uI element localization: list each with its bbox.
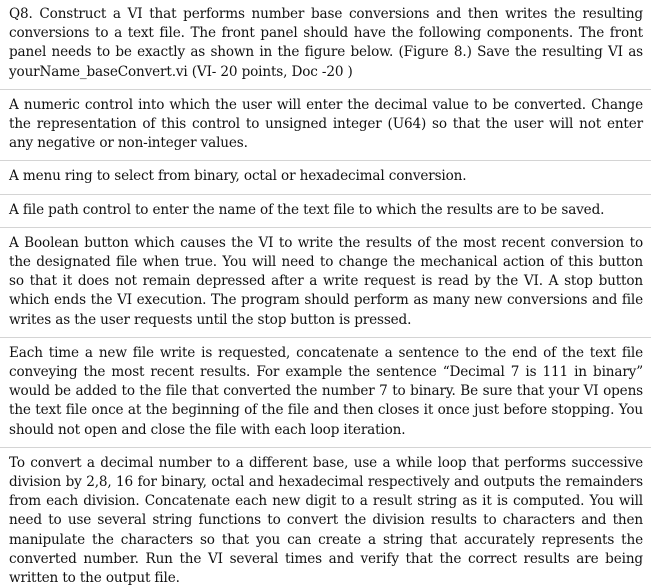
section-divider	[0, 447, 651, 448]
menu-ring-paragraph: A menu ring to select from binary, octal or hexadecimal conversion.	[9, 168, 467, 185]
file-write-paragraph: Each time a new file write is requested, concatenate a sentence to the end of the text file conveying the most recent results. For example the sentence “Decimal 7 is 111 in binary” would be added to the file that converted the number 7 to binary. Be sure that your VI opens the text file once at the beginning of the file and then closes it once just before stopping. You should not open and close the file with each loop iteration.	[9, 344, 643, 438]
boolean-button-paragraph: A Boolean button which causes the VI to write the results of the most recent conversion to the designated file when true. You will need to change the mechanical action of this button so that it does not remain depressed after a write request is read by the VI. A stop button which ends the VI execution. The program should perform as many new conversions and file writes as the user requests until the stop button is pressed.	[9, 234, 643, 328]
section-divider	[0, 194, 651, 195]
question-heading-paragraph: Q8. Construct a VI that performs number base conversions and then writes the resulting conversions to a text file. The front panel should have the following components. The front panel needs to be exactly as shown in the figure below. (Figure 8.) Save the resulting VI as yourName_baseConvert.vi (VI- 20 points, Doc -20 )	[9, 6, 643, 80]
conversion-method-paragraph: To convert a decimal number to a different base, use a while loop that performs successive division by 2,8, 16 for binary, octal and hexadecimal respectively and outputs the remainders from each division. Concatenate each new digit to a result string as it is computed. You will need to use several string functions to convert the division results to characters and then manipulate the characters so that you can create a string that accurately represents the converted number. Run the VI several times and verify that the correct results are being written to the output file.	[9, 454, 643, 587]
section-divider	[0, 227, 651, 228]
section-divider	[0, 89, 651, 90]
numeric-control-paragraph: A numeric control into which the user will enter the decimal value to be converted. Change the representation of this control to unsigned integer (U64) so that the user will not enter any negative or non-integer values.	[9, 96, 643, 152]
section-divider	[0, 337, 651, 338]
section-divider	[0, 160, 651, 161]
file-path-paragraph: A file path control to enter the name of the text file to which the results are to be saved.	[9, 201, 605, 218]
